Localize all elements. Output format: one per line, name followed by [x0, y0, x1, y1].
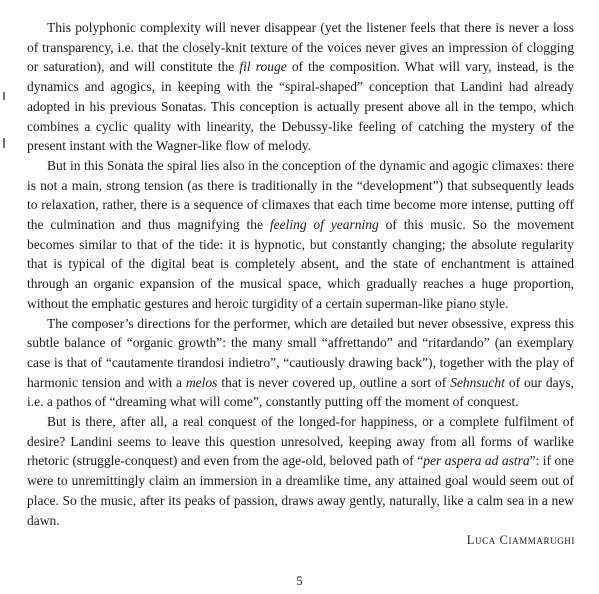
- text-run: of our days, i.e. a pathos of “dreaming what will come”, constantly putting off the moment of conquest.: [27, 374, 574, 410]
- page-number: 5: [296, 574, 303, 588]
- italic-term: fil rouge: [239, 59, 287, 75]
- paragraph: [27, 314, 574, 413]
- paragraph: [27, 18, 574, 156]
- essay-body: [27, 18, 574, 530]
- paragraph: [27, 412, 574, 530]
- italic-term: per aspera ad astra: [423, 453, 530, 469]
- italic-term: feeling of yearning: [269, 217, 379, 233]
- text-run: of this music. So the movement becomes similar to that of the tide: it is hypnotic, but constantly changing; the absolute regularity that is typical of the digital beat is completely absent, and the state of enchantment is attained through an organic expansion of the musical space, which gradually reaches a huge proportion, without the emphatic gestures and heroic turgidity of a certain superman-like piano style.: [27, 217, 574, 311]
- text-run: that is never covered up, outline a sort of: [217, 374, 451, 390]
- scan-edge-mark: [3, 92, 5, 100]
- paragraph: [27, 156, 574, 314]
- text-run: of the composition. What will vary, instead, is the dynamics and agogics, in keeping with the “spiral-shaped” conception that Landini had already adopted in his previous Sonatas. This conception is actually present above all in the tempo, which combines a cyclic quality with linearity, the Debussy-like feeling of catching the mystery of the present instant with the Wagner-like flow of melody.: [27, 59, 575, 154]
- text-run: ”: if one were to unremittingly claim an immersion in a dreamlike time, any attained goal would seem out of place. So the music, after its peaks of passion, draws away gently, naturally, like a calm sea in a new dawn.: [27, 453, 574, 528]
- scan-edge-mark: [3, 138, 5, 148]
- text-run: But in this Sonata the spiral lies also in the conception of the dynamic and agogic climaxes: there is not a main, strong tension (as there is traditionally in the “development”) that subsequently leads to relaxation, rather, there is a sequence of climaxes that each time become more intense, putting off the culmination and thus magnifying the: [27, 157, 574, 233]
- italic-term: Sehnsucht: [450, 374, 505, 390]
- author-signature: Luca Ciammarughi: [466, 533, 575, 547]
- text-run: This polyphonic complexity will never disappear (yet the listener feels that there is never a loss of transparency, i.e. that the closely-knit texture of the voices never gives an impression of clogging or saturation), and will constitute the: [27, 20, 574, 75]
- italic-term: melos: [185, 374, 218, 390]
- text-run: But is there, after all, a real conquest of the longed-for happiness, or a complete fulfilment of desire? Landini seems to leave this question unresolved, keeping away from all forms of warlike rhetoric (struggle-conquest) and even from the age-old, beloved path of “: [27, 414, 574, 469]
- text-run: The composer’s directions for the performer, which are detailed but never obsessive, express this subtle balance of “organic growth”: the many small “affrettando” and “ritardando” (an exemplary case is that of “cautamente tirandosi indietro”, “cautiously drawing back”), together with the play of harmonic tension and with a: [27, 315, 574, 390]
